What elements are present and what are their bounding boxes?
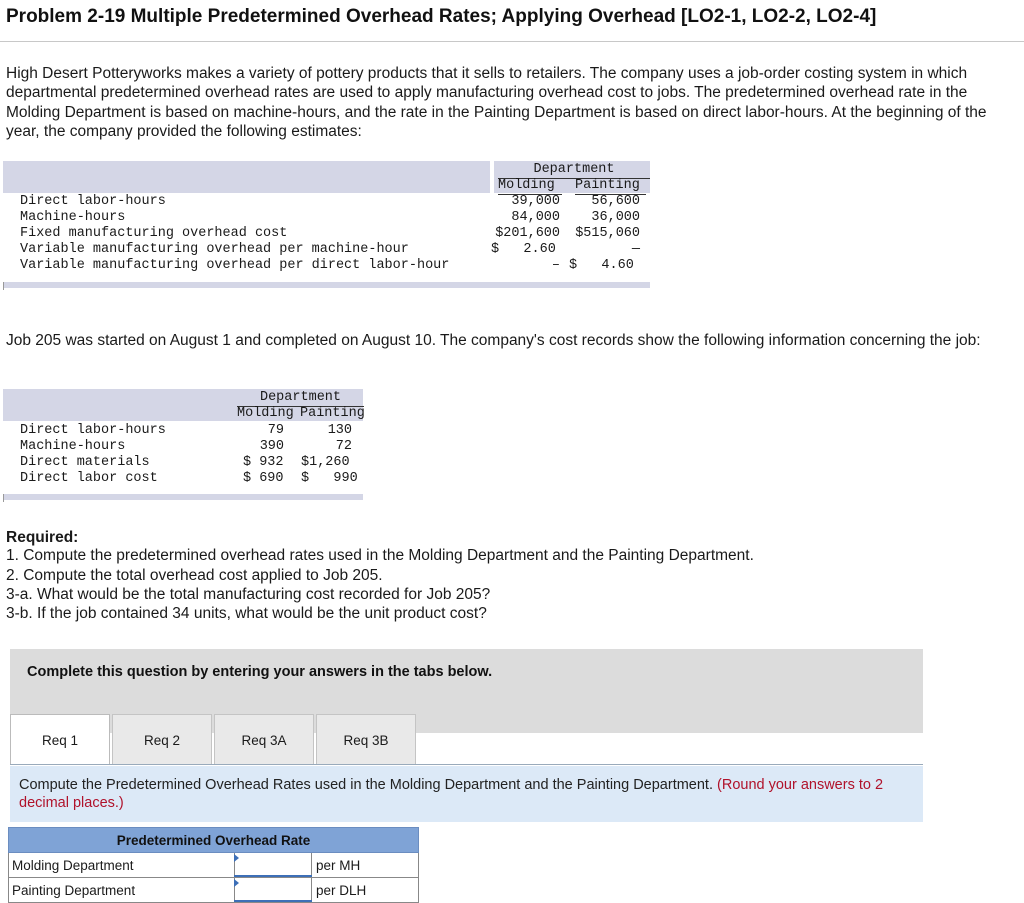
estimates-painting-value: $ 4.60 [569, 258, 634, 273]
input-flag-icon [234, 879, 239, 887]
required-item: 3-b. If the job contained 34 units, what would be the unit product cost? [6, 605, 487, 622]
estimates-molding-value: 84,000 [511, 210, 560, 225]
table-row [8, 853, 419, 878]
tab-req-2[interactable]: Req 2 [112, 714, 212, 765]
estimates-col-molding: Molding [498, 178, 562, 195]
estimates-row-label: Direct labor-hours [20, 194, 166, 209]
input-underline [234, 900, 312, 902]
job-molding-value: $ 690 [243, 471, 284, 486]
molding-department-label: Molding Department [12, 858, 134, 873]
painting-rate-input[interactable] [234, 878, 312, 902]
estimates-row-label: Variable manufacturing overhead per machine-hour [20, 242, 409, 257]
input-underline [234, 875, 312, 877]
intro-paragraph: High Desert Potteryworks makes a variety of pottery products that it sells to retailers. The company uses a job-order costing system in which departmental predetermined overhead rates are used to apply manufacturing overhead cost to jobs. The predetermined overhead rate in the Molding Department is based on machine-hours, and the rate in the Painting Department is based on direct labor-hours. At the beginning of the year, the company provided the following estimates: [6, 65, 987, 140]
job-col-painting: Painting [300, 406, 365, 421]
estimates-table-footer-band [3, 282, 650, 288]
estimates-painting-value: 56,600 [591, 194, 640, 209]
job-row-label: Direct materials [20, 455, 150, 470]
tab-strip-line [10, 764, 923, 765]
job-molding-value: 79 [267, 423, 284, 438]
estimates-painting-value: — [631, 242, 640, 257]
job-department-header: Department [237, 390, 364, 407]
job-painting-value: 130 [327, 423, 352, 438]
estimates-molding-value: $ 2.60 [491, 242, 556, 257]
painting-rate-unit: per DLH [316, 883, 367, 898]
page-title: Problem 2-19 Multiple Predetermined Overhead Rates; Applying Overhead [LO2-1, LO2-2, LO2-4] [6, 6, 877, 27]
job-table-footer-band [3, 494, 363, 500]
job-molding-value: 390 [259, 439, 284, 454]
tab-req-1[interactable]: Req 1 [10, 714, 110, 765]
job-col-molding: Molding [237, 406, 294, 421]
job-table-footer-edge [3, 494, 4, 502]
molding-rate-unit: per MH [316, 858, 361, 873]
input-flag-icon [234, 854, 239, 862]
required-heading: Required: [6, 529, 79, 546]
instructions-banner-text: Complete this question by entering your answers in the tabs below. [27, 664, 493, 680]
estimates-painting-value: $515,060 [575, 226, 640, 241]
table-row [8, 878, 419, 903]
job-paragraph: Job 205 was started on August 1 and completed on August 10. The company's cost records show the following information concerning the job: [6, 332, 981, 349]
tab-req-3b[interactable]: Req 3B [316, 714, 416, 765]
job-row-label: Direct labor cost [20, 471, 158, 486]
estimates-department-header: Department [498, 162, 650, 179]
estimates-table-footer-edge [3, 282, 4, 290]
estimates-molding-value: – [551, 258, 560, 273]
predetermined-overhead-rate-table [8, 827, 419, 903]
required-item: 1. Compute the predetermined overhead rates used in the Molding Department and the Painting Department. [6, 547, 754, 564]
title-divider [0, 41, 1024, 42]
answer-table-header: Predetermined Overhead Rate [8, 827, 419, 853]
required-item: 2. Compute the total overhead cost applied to Job 205. [6, 567, 383, 584]
job-painting-value: 72 [335, 439, 352, 454]
job-row-label: Direct labor-hours [20, 423, 166, 438]
job-painting-value: $1,260 [301, 455, 350, 470]
estimates-row-label: Machine-hours [20, 210, 126, 225]
estimates-header-gap [490, 161, 494, 193]
instruction-text: Compute the Predetermined Overhead Rates used in the Molding Department and the Painting Department. [19, 777, 713, 793]
estimates-row-label: Fixed manufacturing overhead cost [20, 226, 288, 241]
estimates-col-painting: Painting [575, 178, 646, 195]
estimates-painting-value: 36,000 [591, 210, 640, 225]
job-molding-value: $ 932 [243, 455, 284, 470]
estimates-row-label: Variable manufacturing overhead per direct labor-hour [20, 258, 450, 273]
rounding-note: (Round your answers to 2 decimal places.) [19, 777, 884, 811]
estimates-molding-value: 39,000 [511, 194, 560, 209]
painting-department-label: Painting Department [12, 883, 136, 898]
job-painting-value: $ 990 [301, 471, 358, 486]
job-row-label: Machine-hours [20, 439, 126, 454]
tab-req-3a[interactable]: Req 3A [214, 714, 314, 765]
tab-instruction [19, 776, 899, 812]
estimates-molding-value: $201,600 [495, 226, 560, 241]
molding-rate-input[interactable] [234, 853, 312, 877]
required-item: 3-a. What would be the total manufacturing cost recorded for Job 205? [6, 586, 491, 603]
